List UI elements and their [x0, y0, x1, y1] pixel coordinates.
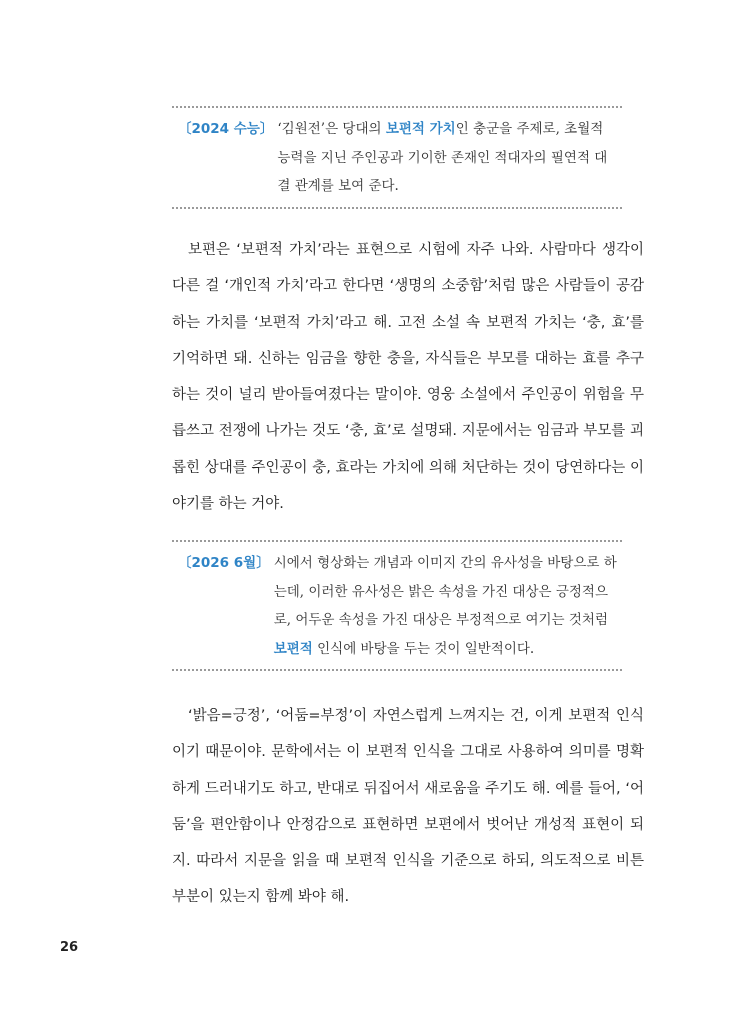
example-row — [178, 549, 618, 663]
example-text-before: 시에서 형상화는 개념과 이미지 간의 유사성을 바탕으로 하는데, 이러한 유사성은 밝은 속성을 가진 대상은 긍정적으로, 어두운 속성을 가진 대상은 부정적으로 여기는 것처럼 — [273, 555, 617, 628]
example-box-2024 — [172, 106, 622, 209]
example-source-tag: 〔2024 수능〕 — [178, 121, 274, 137]
example-source-tag: 〔2026 6월〕 — [178, 555, 270, 571]
page-number: 26 — [60, 940, 79, 955]
example-row — [178, 115, 618, 201]
example-quote — [274, 549, 618, 663]
example-quote — [277, 115, 618, 201]
example-text-after: 인식에 바탕을 두는 것이 일반적이다. — [312, 640, 535, 657]
example-box-2026 — [172, 540, 622, 671]
example-highlight: 보편적 — [273, 640, 313, 657]
example-text-after: 인 충군을 주제로, 초월적 능력을 지닌 주인공과 기이한 존재인 적대자의 필연적 대결 관계를 보여 준다. — [277, 121, 608, 194]
example-text-before: ‘김원전’은 당대의 — [277, 121, 386, 137]
body-paragraph-1: 보편은 ‘보편적 가치’라는 표현으로 시험에 자주 나와. 사람마다 생각이 다른 걸 ‘개인적 가치’라고 한다면 ‘생명의 소중함’처럼 많은 사람들이 공감하는 가치를 ‘보편적 가치’라고 해. 고전 소설 속 보편적 가치는 ‘충, 효’를 기억하면 돼. 신하는 임금을 향한 충을, 자식들은 부모를 대하는 효를 추구하는 것이 널리 받아들여졌다는 말이야. 영웅 소설에서 주인공이 위험을 무릅쓰고 전쟁에 나가는 것도 ‘충, 효’로 설명돼. 지문에서는 임금과 부모를 괴롭힌 상대를 주인공이 충, 효라는 가치에 의해 처단하는 것이 당연하다는 이야기를 하는 거야. — [172, 242, 644, 513]
example-highlight: 보편적 가치 — [385, 121, 456, 137]
body-paragraph-2: ‘밝음=긍정’, ‘어둠=부정’이 자연스럽게 느껴지는 건, 이게 보편적 인식이기 때문이야. 문학에서는 이 보편적 인식을 그대로 사용하여 의미를 명확하게 드러내기도 하고, 반대로 뒤집어서 새로움을 주기도 해. 예를 들어, ‘어둠’을 편안함이나 안정감으로 표현하면 보편에서 벗어난 개성적 표현이 되지. 따라서 지문을 읽을 때 보편적 인식을 기준으로 하되, 의도적으로 비튼 부분이 있는지 함께 봐야 해. — [172, 708, 644, 906]
